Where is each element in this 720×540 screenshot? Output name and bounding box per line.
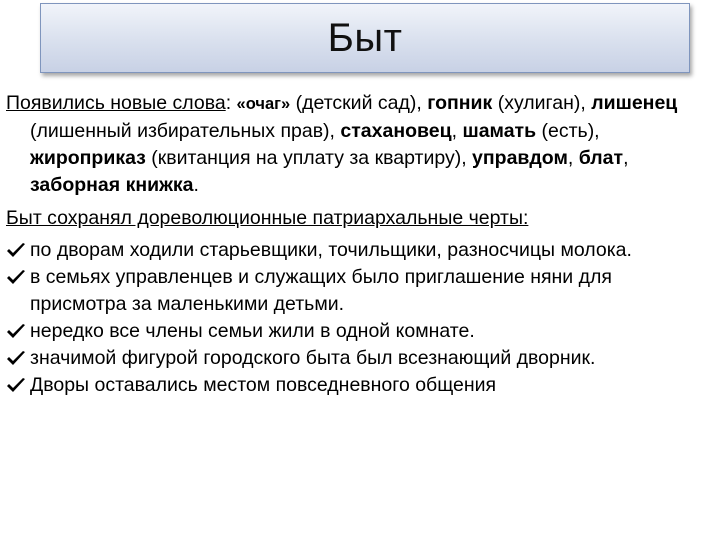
gloss-text: (лишенный избирательных прав), — [30, 120, 341, 142]
list-item — [6, 237, 711, 264]
term-ochag: «очаг» — [236, 95, 291, 113]
checkmark-icon — [6, 269, 26, 286]
separator-text: , — [623, 147, 629, 169]
slide-title-box — [40, 3, 690, 73]
traits-list — [6, 237, 711, 399]
term-shamat: шамать — [462, 120, 537, 142]
list-item-text: по дворам ходили старьевщики, точильщики, разносчицы молока. — [30, 239, 632, 261]
separator-text: , — [567, 147, 579, 169]
gloss-text: (квитанция на уплату за квартиру), — [145, 147, 473, 169]
new-words-lead: Появились новые слова — [6, 92, 226, 114]
list-item-text: значимой фигурой городского быта был всезнающий дворник. — [30, 347, 596, 369]
lead-colon: : — [225, 92, 232, 114]
gloss-text: (хулиган), — [492, 92, 592, 114]
end-period: . — [193, 174, 199, 196]
list-item — [6, 264, 711, 318]
gloss-text: (есть), — [536, 120, 600, 142]
list-item — [6, 318, 711, 345]
checkmark-icon — [6, 377, 26, 394]
list-item — [6, 372, 711, 399]
term-zabornaya-knizhka: заборная книжка — [30, 174, 194, 196]
gloss-text: (детский сад), — [290, 92, 428, 114]
separator-text: , — [451, 120, 463, 142]
checkmark-icon — [6, 323, 26, 340]
term-blat: блат — [578, 147, 624, 169]
term-lishenets: лишенец — [591, 92, 678, 114]
slide-content — [6, 90, 711, 399]
slide-title: Быт — [327, 15, 403, 60]
term-gopnik: гопник — [427, 92, 493, 114]
list-item-text: в семьях управленцев и служащих было приглашение няни для присмотра за маленькими детьми. — [30, 266, 612, 315]
traits-heading — [6, 205, 711, 232]
list-item — [6, 345, 711, 372]
new-words-paragraph — [6, 90, 711, 199]
checkmark-icon — [6, 350, 26, 367]
list-item-text: нередко все члены семьи жили в одной комнате. — [30, 320, 475, 342]
traits-heading-text: Быт сохранял дореволюционные патриархальные черты: — [6, 207, 529, 229]
list-item-text: Дворы оставались местом повседневного общения — [30, 374, 497, 396]
checkmark-icon — [6, 242, 26, 259]
term-zhiroprikaz: жироприказ — [30, 147, 146, 169]
term-upravdom: управдом — [472, 147, 568, 169]
term-stakhanovets: стахановец — [340, 120, 452, 142]
